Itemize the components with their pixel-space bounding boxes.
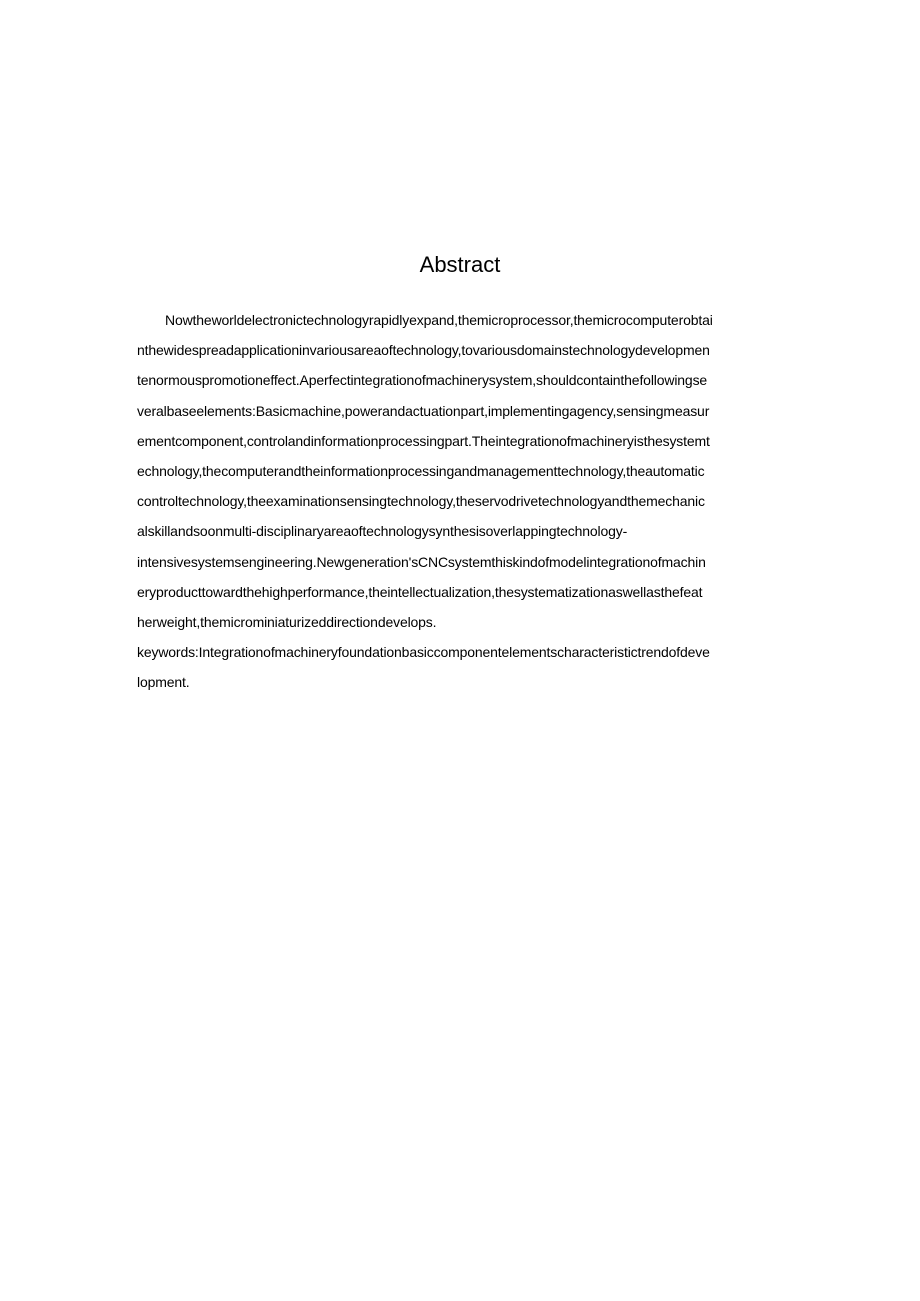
abstract-line: tenormouspromotioneffect.Aperfectintegrationofmachinerysystem,shouldcontainthefollowingse <box>137 372 708 389</box>
abstract-line: Nowtheworldelectronictechnologyrapidlyexpand,themicroprocessor,themicrocomputerobtai <box>165 312 713 328</box>
abstract-line: eryproducttowardthehighperformance,theintellectualization,thesystematizationaswellasthefeat <box>137 583 703 600</box>
keywords-line: keywords:Integrationofmachineryfoundationbasiccomponentelementscharacteristictrendofdeve <box>137 644 710 661</box>
abstract-line: nthewidespreadapplicationinvariousareaoftechnology,tovariousdomainstechnologydevelopmen <box>137 342 710 359</box>
abstract-line: controltechnology,theexaminationsensingtechnology,theservodrivetechnologyandthemechanic <box>137 493 705 510</box>
page-title: Abstract <box>419 252 501 277</box>
abstract-line: alskillandsoonmulti-disciplinaryareaoftechnologysynthesisoverlappingtechnology- <box>137 523 628 540</box>
keywords-line: lopment. <box>137 674 190 691</box>
abstract-line: veralbaseelements:Basicmachine,powerandactuationpart,implementingagency,sensingmeasur <box>137 402 710 419</box>
abstract-line: herweight,themicrominiaturizeddirectiondevelops. <box>137 613 437 630</box>
abstract-body <box>137 305 797 697</box>
abstract-line: ementcomponent,controlandinformationprocessingpart.Theintegrationofmachineryisthesystemt <box>137 432 710 449</box>
abstract-line: intensivesystemsengineering.Newgeneration'sCNCsystemthiskindofmodelintegrationofmachin <box>137 553 706 570</box>
abstract-line: echnology,thecomputerandtheinformationprocessingandmanagementtechnology,theautomatic <box>137 462 705 479</box>
